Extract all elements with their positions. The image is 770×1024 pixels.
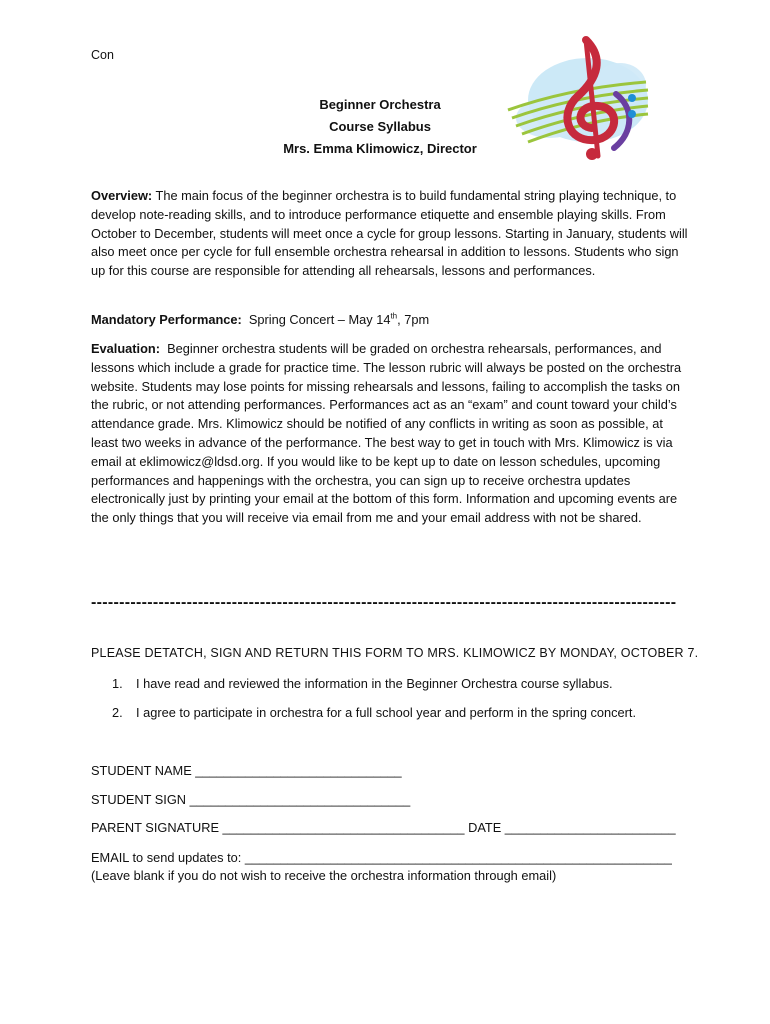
- student-sign-field[interactable]: STUDENT SIGN _______________________________: [91, 792, 411, 807]
- evaluation-paragraph: [91, 340, 691, 528]
- agreement-text: I agree to participate in orchestra for a full school year and perform in the spring concert.: [136, 705, 637, 720]
- return-instruction: PLEASE DETATCH, SIGN AND RETURN THIS FORM TO MRS. KLIMOWICZ BY MONDAY, OCTOBER 7.: [91, 646, 699, 660]
- overview-label: Overview:: [91, 188, 153, 203]
- agreement-number: 2.: [112, 705, 123, 720]
- evaluation-text: Beginner orchestra students will be graded on orchestra rehearsals, performances, and lessons which include a grade for practice time. The lesson rubric will always be posted on the orchestra website. Students may lose points for missing rehearsals and lessons, failing to accomplish the tasks on the rubric, or not attending performances. Performances act as an “exam” and count toward your child’s attendance grade. Mrs. Klimowicz should be notified of any conflicts in writing as soon as possible, at least two weeks in advance of the performance. The best way to get in touch with Mrs. Klimowicz is via email at eklimowicz@ldsd.org. If you would like to be kept up to date on lesson schedules, upcoming performances and happenings with the orchestra, you can sign up to receive orchestra updates electronically just by printing your email at the bottom of this form. Information and upcoming events are the only things that you will receive via email from me and your email address with not be shared.: [91, 341, 682, 526]
- mandatory-text: Spring Concert – May 14: [248, 312, 391, 327]
- header-director: Mrs. Emma Klimowicz, Director: [283, 141, 477, 156]
- mandatory-performance: [91, 311, 691, 330]
- agreement-item: [112, 676, 613, 691]
- overview-paragraph: [91, 187, 691, 281]
- email-field[interactable]: EMAIL to send updates to: ____________________________________________________________: [91, 850, 672, 865]
- header-subtitle: Course Syllabus: [329, 119, 431, 134]
- agreement-number: 1.: [112, 676, 123, 691]
- mandatory-label: Mandatory Performance:: [91, 312, 242, 327]
- mandatory-text-after: , 7pm: [397, 312, 430, 327]
- parent-signature-date-field[interactable]: PARENT SIGNATURE __________________________________ DATE ________________________: [91, 820, 676, 835]
- student-name-field[interactable]: STUDENT NAME _____________________________: [91, 763, 402, 778]
- header-title: Beginner Orchestra: [319, 97, 441, 112]
- evaluation-label: Evaluation:: [91, 341, 160, 356]
- agreement-item: [112, 705, 636, 720]
- mandatory-sup: th: [390, 311, 398, 321]
- detach-line: --------------------------------------------------------------------------------------------------------: [91, 594, 677, 611]
- overview-text: The main focus of the beginner orchestra is to build fundamental string playing technique, to develop note-reading skills, and to introduce performance etiquette and ensemble playing skills. From October to December, students will meet once a cycle for group lessons. Starting in January, students will also meet once per cycle for full ensemble orchestra rehearsal in addition to lessons. Students who sign up for this course are responsible for attending all rehearsals, lessons and performances.: [91, 188, 688, 279]
- agreement-text: I have read and reviewed the information in the Beginner Orchestra course syllabus.: [136, 676, 613, 691]
- corner-text: Con: [91, 48, 114, 62]
- syllabus-header: [180, 94, 580, 160]
- email-note: (Leave blank if you do not wish to receive the orchestra information through email): [91, 868, 557, 883]
